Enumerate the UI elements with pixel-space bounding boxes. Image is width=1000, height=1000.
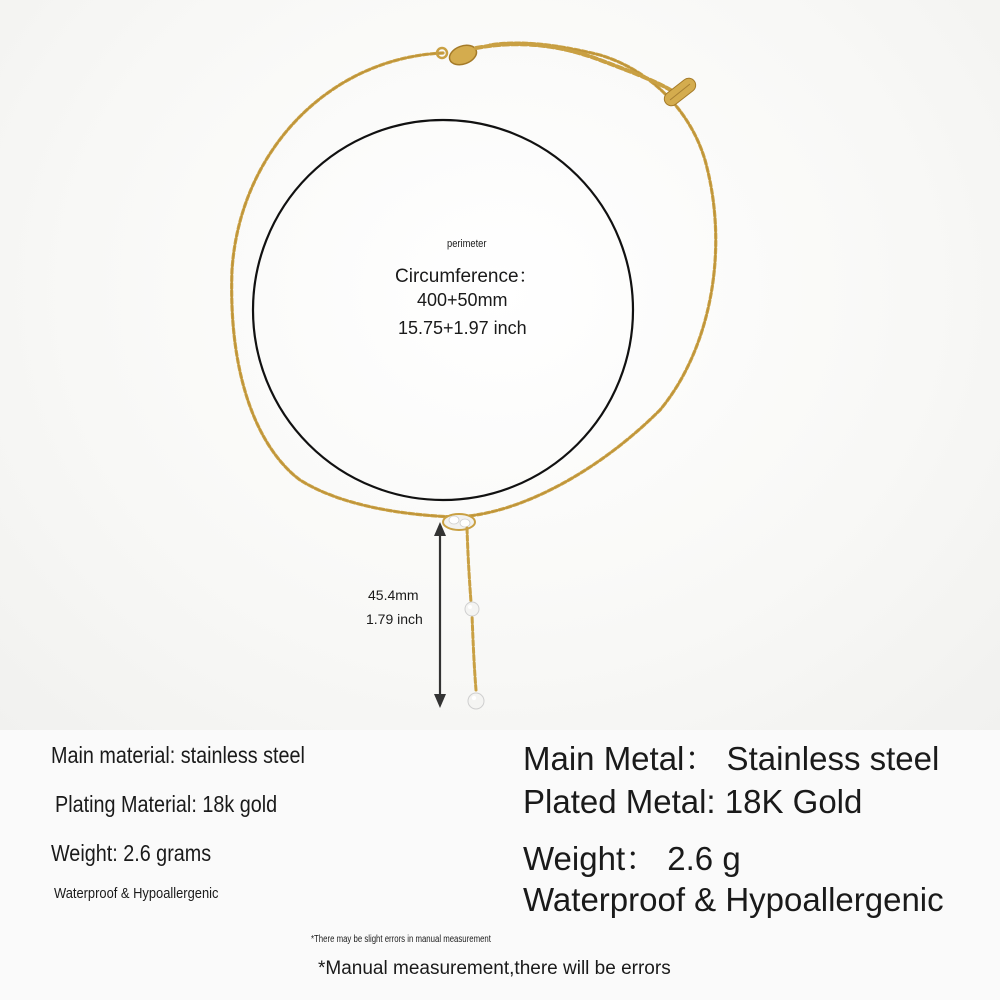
drop-length-arrow (434, 522, 446, 708)
drop-length-inch: 1.79 inch (366, 611, 423, 627)
crystal-drop-upper (465, 602, 479, 616)
circumference-label: Circumference： (395, 266, 538, 287)
extender-chain (476, 44, 678, 95)
spec-right-plated-metal: Plated Metal: 18K Gold (523, 783, 863, 820)
circumference-mm: 400+50mm (417, 290, 508, 310)
circumference-inch: 15.75+1.97 inch (398, 318, 527, 338)
lobster-clasp (437, 42, 479, 68)
spec-left-features: Waterproof & Hypoallergenic (54, 885, 219, 902)
crystal-drop-lower (468, 693, 484, 709)
spec-left-main-material: Main material: stainless steel (51, 742, 305, 768)
crystal-connector (443, 514, 475, 530)
spec-right-weight: Weight： 2.6 g (523, 840, 741, 877)
spec-left-plating-material: Plating Material: 18k gold (55, 791, 278, 817)
spec-right-features: Waterproof & Hypoallergenic (523, 881, 944, 918)
logo-tag (662, 75, 699, 108)
spec-right-main-metal: Main Metal： Stainless steel (523, 740, 940, 777)
spec-left-weight: Weight: 2.6 grams (51, 840, 212, 866)
perimeter-label: perimeter (447, 238, 487, 250)
measurement-note-large: *Manual measurement,there will be errors (318, 958, 671, 979)
measurement-note-small: *There may be slight errors in manual measurement (311, 934, 491, 945)
drop-length-mm: 45.4mm (368, 587, 419, 603)
